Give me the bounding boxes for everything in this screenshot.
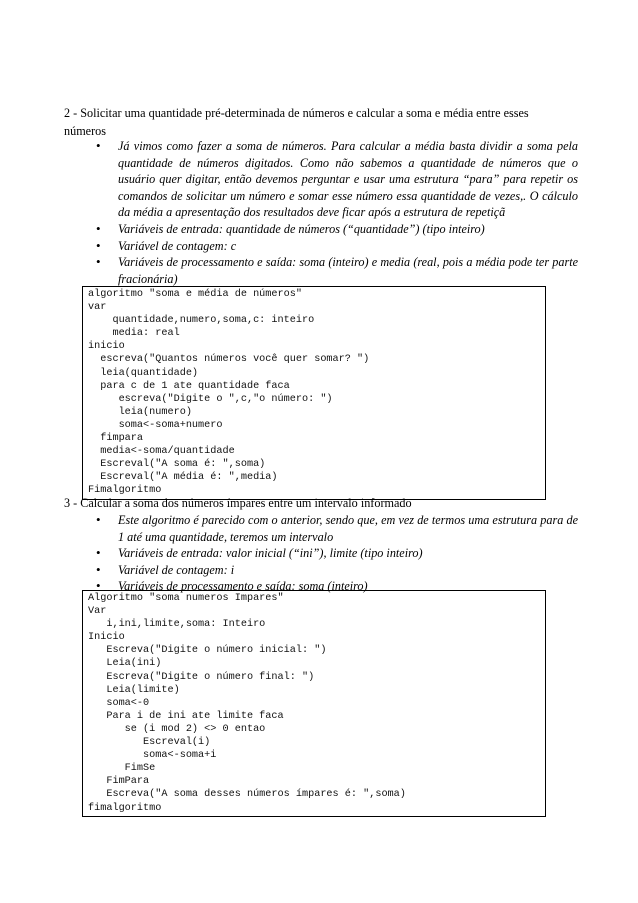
code-line: leia(quantidade) [88, 367, 199, 379]
code-line: Inicio [88, 632, 125, 644]
code-line: escreva("Digite o ",c,"o número: ") [88, 393, 333, 405]
code-line: FimSe [88, 763, 156, 775]
code-line: Escreval("A soma é: ",soma) [88, 459, 266, 471]
bullet-item: • Variáveis de processamento e saída: soma (inteiro) [96, 578, 578, 595]
section-2-heading [64, 104, 584, 140]
code-line: Escreval(i) [88, 737, 211, 749]
code-line: Leia(limite) [88, 684, 180, 696]
code-line: fimalgoritmo [88, 802, 162, 814]
bullet-item: • Variável de contagem: c [96, 238, 578, 255]
bullet-item: • Variáveis de entrada: quantidade de números (“quantidade”) (tipo inteiro) [96, 221, 578, 238]
code-line: i,ini,limite,soma: Inteiro [88, 619, 266, 631]
code-line: Algoritmo "soma numeros Impares" [88, 593, 284, 604]
code-line: algoritmo "soma e média de números" [88, 289, 302, 300]
bullet-item: • Variáveis de processamento e saída: soma (inteiro) e media (real, pois a média pode ter parte fracionária) [96, 254, 578, 287]
bullet-item: • Variáveis de entrada: valor inicial (“ini”), limite (tipo inteiro) [96, 545, 578, 562]
code-line: Para i de ini ate limite faca [88, 710, 284, 722]
code-line: fimpara [88, 433, 144, 445]
section-2-code-block [82, 286, 546, 500]
code-line: soma<-soma+numero [88, 419, 223, 431]
section-2-bullet-list [96, 138, 578, 287]
code-line: soma<-soma+i [88, 750, 217, 762]
code-line: Escreva("Digite o número inicial: ") [88, 645, 327, 657]
section-3-code-block [82, 590, 546, 817]
code-line: soma<-0 [88, 697, 150, 709]
bullet-item: • Variável de contagem: i [96, 562, 578, 579]
code-line: inicio [88, 341, 125, 353]
code-line: var [88, 302, 107, 314]
code-line: quantidade,numero,soma,c: inteiro [88, 315, 315, 327]
section-3-bullet-list [96, 512, 578, 595]
code-line: FimPara [88, 776, 150, 788]
code-line: se (i mod 2) <> 0 entao [88, 723, 266, 735]
code-line: media: real [88, 328, 180, 340]
code-line: Var [88, 606, 107, 618]
heading-line: números [64, 124, 106, 138]
code-line: leia(numero) [88, 406, 192, 418]
heading-line: 3 - Calcular a soma dos números ímpares entre um intervalo informado [64, 496, 412, 510]
code-line: para c de 1 ate quantidade faca [88, 380, 290, 392]
code-line: Escreval("A média é: ",media) [88, 472, 278, 484]
bullet-item: • Este algoritmo é parecido com o anterior, sendo que, em vez de termos uma estrutura para de 1 até uma quantidade, teremos um intervalo [96, 512, 578, 545]
code-line: media<-soma/quantidade [88, 446, 235, 458]
heading-line: 2 - Solicitar uma quantidade pré-determinada de números e calcular a soma e média entre esses [64, 106, 529, 120]
section-3-heading [64, 494, 584, 512]
bullet-item: • Já vimos como fazer a soma de números. Para calcular a média basta dividir a soma pela quantidade de números digitados. Como não sabemos a quantidade de números que o usuário quer digitar, então devemos perguntar e usar uma estrutura “para” para repetir os comandos de solicitar um número e somar esse número essa quantidade de vezes,. O cálculo da média a apresentação dos resultados deve ficar após a estrutura de repetiçã [96, 138, 578, 221]
code-line: Escreva("A soma desses números ímpares é: ",soma) [88, 789, 406, 801]
code-line: Leia(ini) [88, 658, 162, 670]
code-line: Fimalgoritmo [88, 485, 162, 497]
code-line: escreva("Quantos números você quer somar? ") [88, 354, 370, 366]
code-line: Escreva("Digite o número final: ") [88, 671, 315, 683]
